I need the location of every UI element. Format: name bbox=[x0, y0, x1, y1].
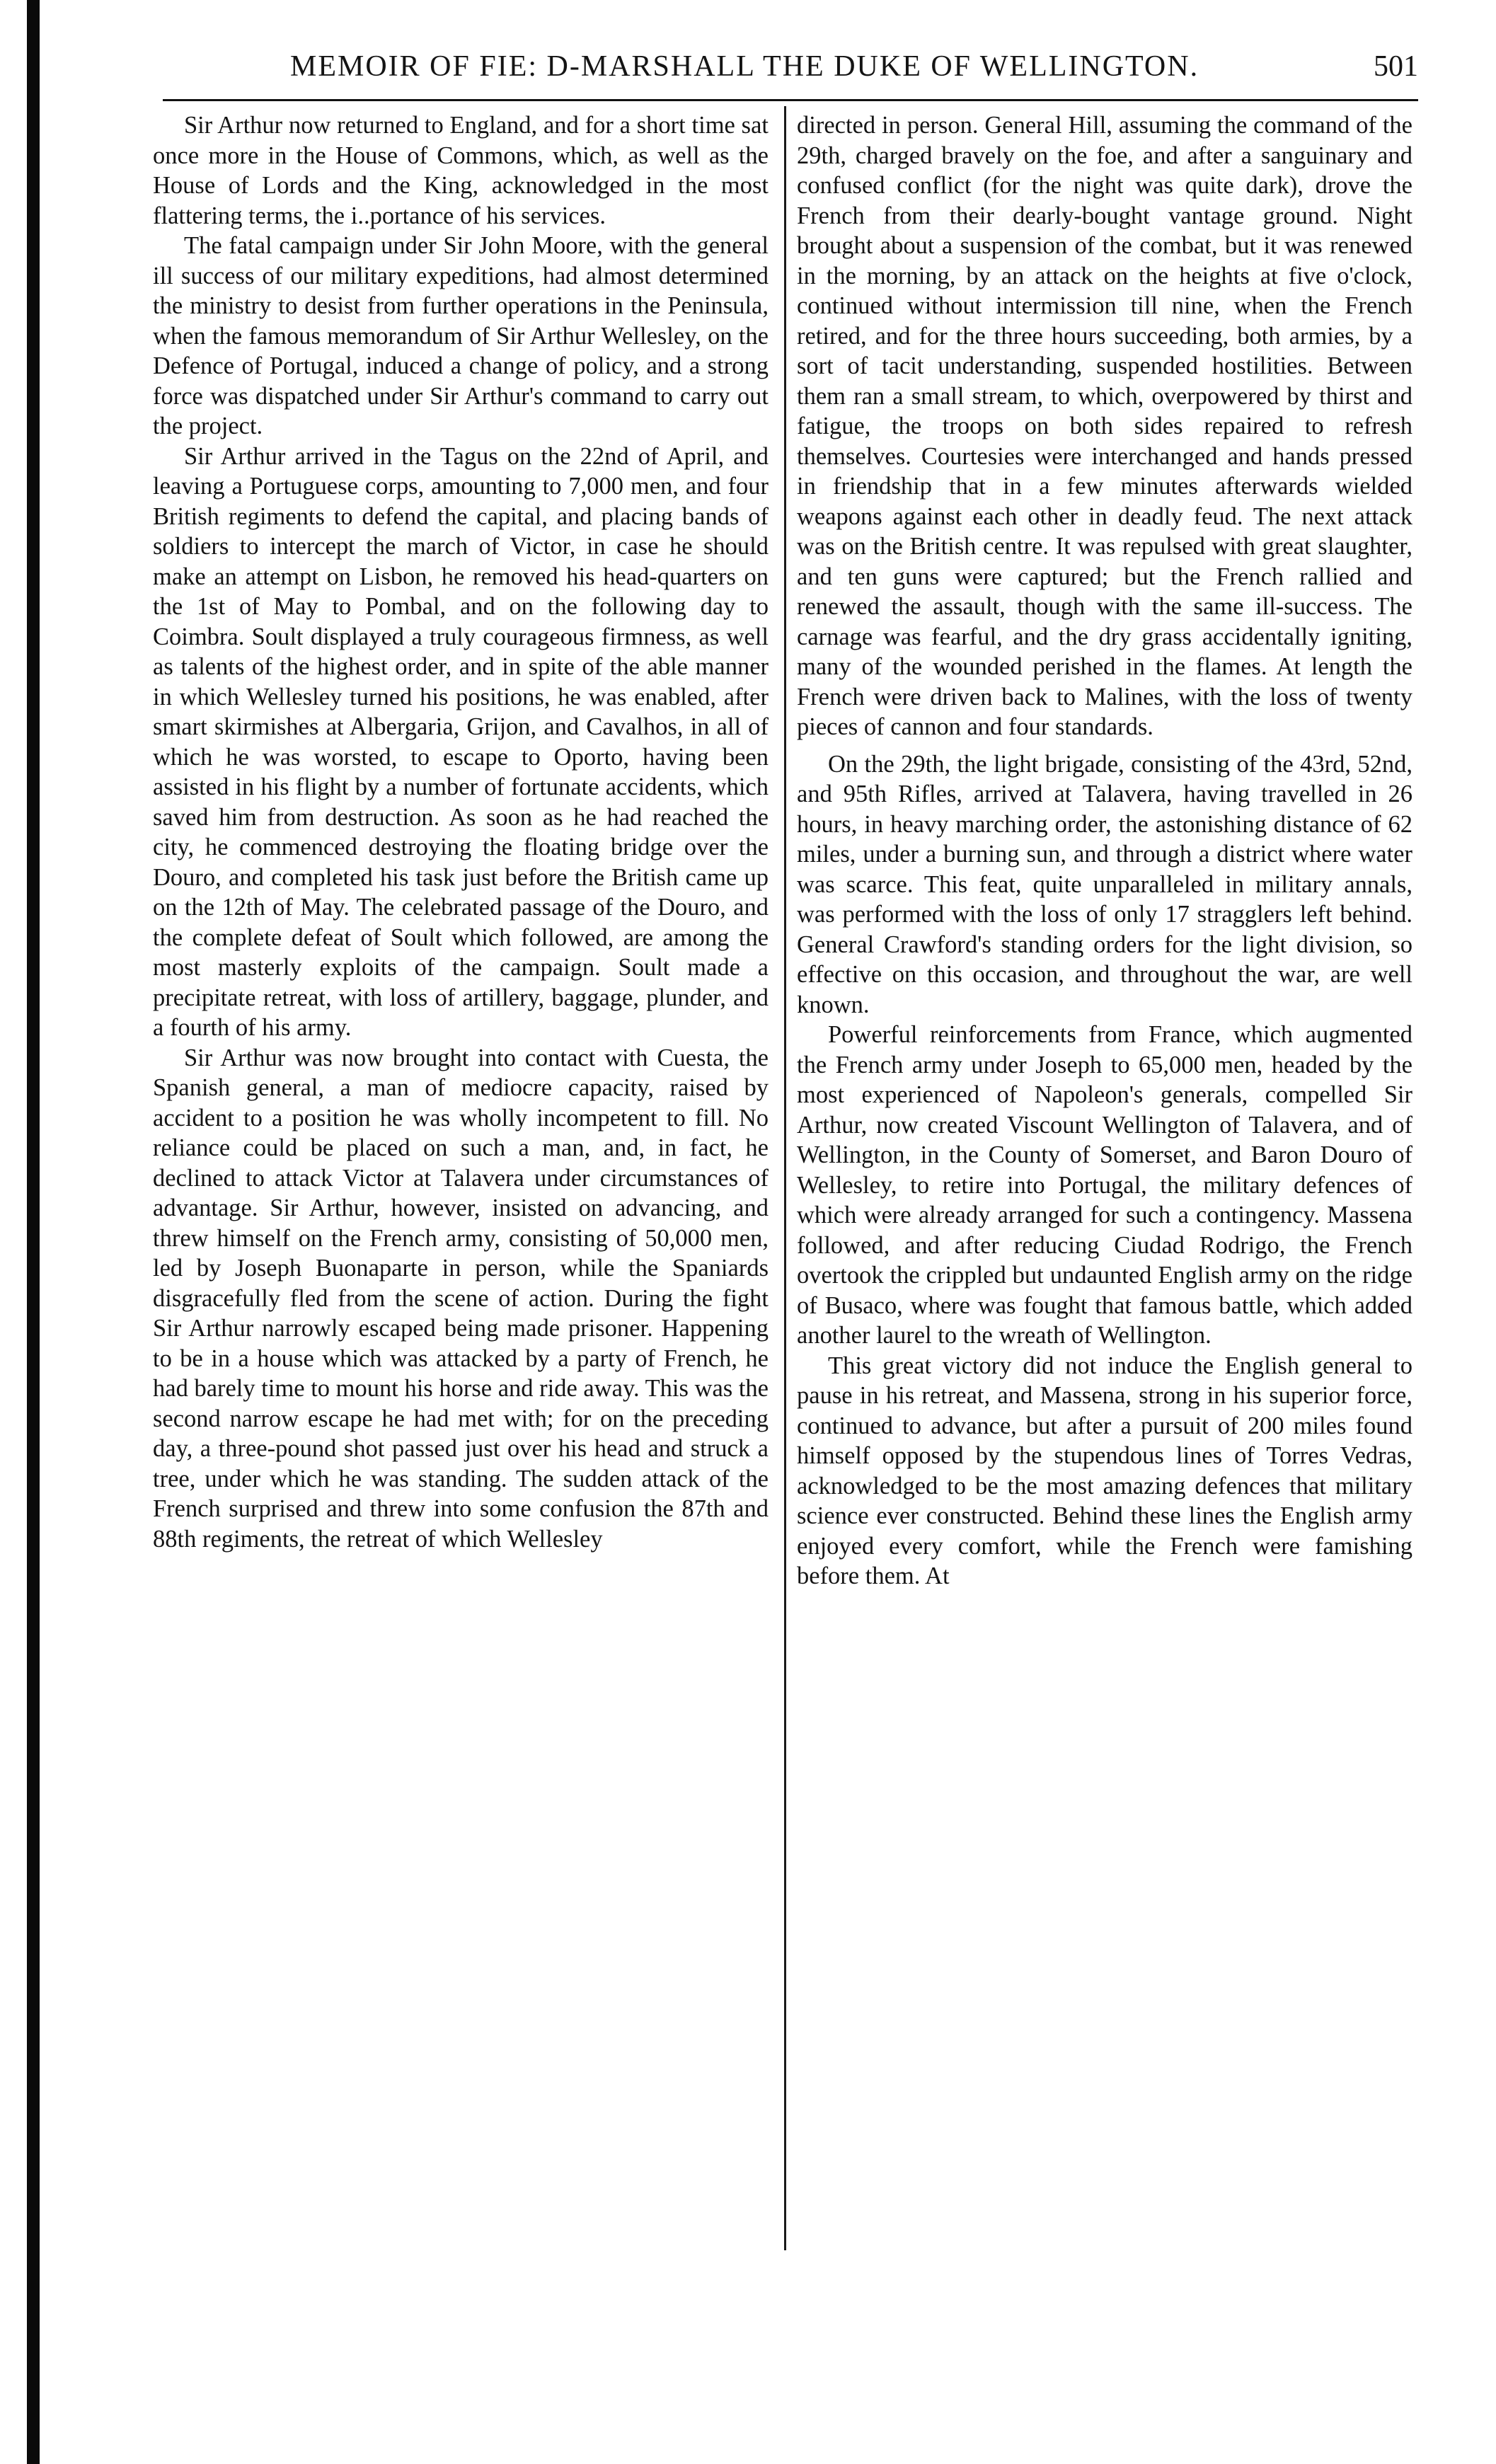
paragraph: Powerful reinforcements from France, which augmented the French army under Joseph to 65,000 men, headed by the most experienced of Napoleon's generals, compelled Sir Arthur, now created Viscount Wellington of Talavera, and of Wellington, in the County of Somerset, and Baron Douro of Wellesley, to retire into Portugal, the military defences of which were already arranged for such a contingency. Massena followed, and after reducing Ciudad Rodrigo, the French overtook the crippled but undaunted English army on the ridge of Busaco, where was fought that famous battle, which added another laurel to the wreath of Wellington. bbox=[797, 1021, 1412, 1349]
running-title: MEMOIR OF FIE: D-MARSHALL THE DUKE OF WELLINGTON. bbox=[290, 50, 1199, 83]
column-divider bbox=[784, 106, 786, 2250]
right-column bbox=[797, 110, 1412, 1591]
paragraph: The fatal campaign under Sir John Moore, with the general ill success of our military expeditions, had almost determined the ministry to desist from further operations in the Peninsula, when the famous memorandum of Sir Arthur Wellesley, on the Defence of Portugal, induced a change of policy, and a strong force was dispatched under Sir Arthur's command to carry out the project. bbox=[153, 232, 769, 439]
page-number: 501 bbox=[1374, 50, 1418, 83]
paragraph: Sir Arthur now returned to England, and for a short time sat once more in the House of Commons, which, as well as the House of Lords and the King, acknowledged in the most flattering terms, the i..portance of his services. bbox=[153, 112, 769, 229]
paragraph: Sir Arthur arrived in the Tagus on the 22nd of April, and leaving a Portuguese corps, amounting to 7,000 men, and four British regiments to defend the capital, and placing bands of soldiers to intercept the march of Victor, in case he should make an attempt on Lisbon, he removed his head-quarters on the 1st of May to Pombal, and on the following day to Coimbra. Soult displayed a truly courageous firmness, as well as talents of the highest order, and in spite of the able manner in which Wellesley turned his positions, he was enabled, after smart skirmishes at Albergaria, Grijon, and Cavalhos, in all of which he was worsted, to escape to Oporto, having been assisted in his flight by a number of fortunate accidents, which saved him from destruction. As soon as he had reached the city, he commenced destroying the floating bridge over the Douro, and completed his task just before the British came up on the 12th of May. The celebrated passage of the Douro, and the complete defeat of Soult which followed, are among the most masterly exploits of the campaign. Soult made a precipitate retreat, with loss of artillery, baggage, plunder, and a fourth of his army. bbox=[153, 442, 769, 1041]
page-header bbox=[163, 50, 1418, 92]
paragraph: On the 29th, the light brigade, consisting of the 43rd, 52nd, and 95th Rifles, arrived at Talavera, having travelled in 26 hours, in heavy marching order, the astonishing distance of 62 miles, under a burning sun, and through a district where water was scarce. This feat, quite unparalleled in military annals, was performed with the loss of only 17 stragglers left behind. General Crawford's standing orders for the light division, so effective on this occasion, and throughout the war, are well known. bbox=[797, 750, 1412, 1018]
binding-edge bbox=[27, 0, 40, 2464]
header-rule bbox=[163, 99, 1418, 101]
paragraph: Sir Arthur was now brought into contact with Cuesta, the Spanish general, a man of mediocre capacity, raised by accident to a position he was wholly incompetent to fill. No reliance could be placed on such a man, and, in fact, he declined to attack Victor at Talavera under circumstances of advantage. Sir Arthur, however, insisted on advancing, and threw himself on the French army, consisting of 50,000 men, led by Joseph Buonaparte in person, while the Spaniards disgracefully fled from the scene of action. During the fight Sir Arthur narrowly escaped being made prisoner. Happening to be in a house which was attacked by a party of French, he had barely time to mount his horse and ride away. This was the second narrow escape he had met with; for on the preceding day, a three-pound shot passed just over his head and struck a tree, under which he was standing. The sudden attack of the French surprised and threw into some confusion the 87th and 88th regiments, the retreat of which Wellesley bbox=[153, 1044, 769, 1553]
paragraph: This great victory did not induce the English general to pause in his retreat, and Massena, strong in his superior force, continued to advance, but after a pursuit of 200 miles found himself opposed by the stupendous lines of Torres Vedras, acknowledged to be the most amazing defences that military science ever constructed. Behind these lines the English army enjoyed every comfort, while the French were famishing before them. At bbox=[797, 1352, 1412, 1589]
left-column bbox=[153, 110, 769, 1554]
paragraph: directed in person. General Hill, assuming the command of the 29th, charged bravely on the foe, and after a sanguinary and confused conflict (for the night was quite dark), drove the French from their dearly-bought vantage ground. Night brought about a suspension of the combat, but it was renewed in the morning, by an attack on the heights at five o'clock, continued without intermission till nine, when the French retired, and for the three hours succeeding, both armies, by a sort of tacit understanding, suspended hostilities. Between them ran a small stream, to which, overpowered by thirst and fatigue, the troops on both sides repaired to refresh themselves. Courtesies were interchanged and hands pressed in friendship that in a few minutes afterwards wielded weapons against each other in deadly feud. The next attack was on the British centre. It was repulsed with great slaughter, and ten guns were captured; but the French rallied and renewed the assault, though with the same ill-success. The carnage was fearful, and the dry grass accidentally igniting, many of the wounded perished in the flames. At length the French were driven back to Malines, with the loss of twenty pieces of cannon and four standards. bbox=[797, 112, 1412, 740]
